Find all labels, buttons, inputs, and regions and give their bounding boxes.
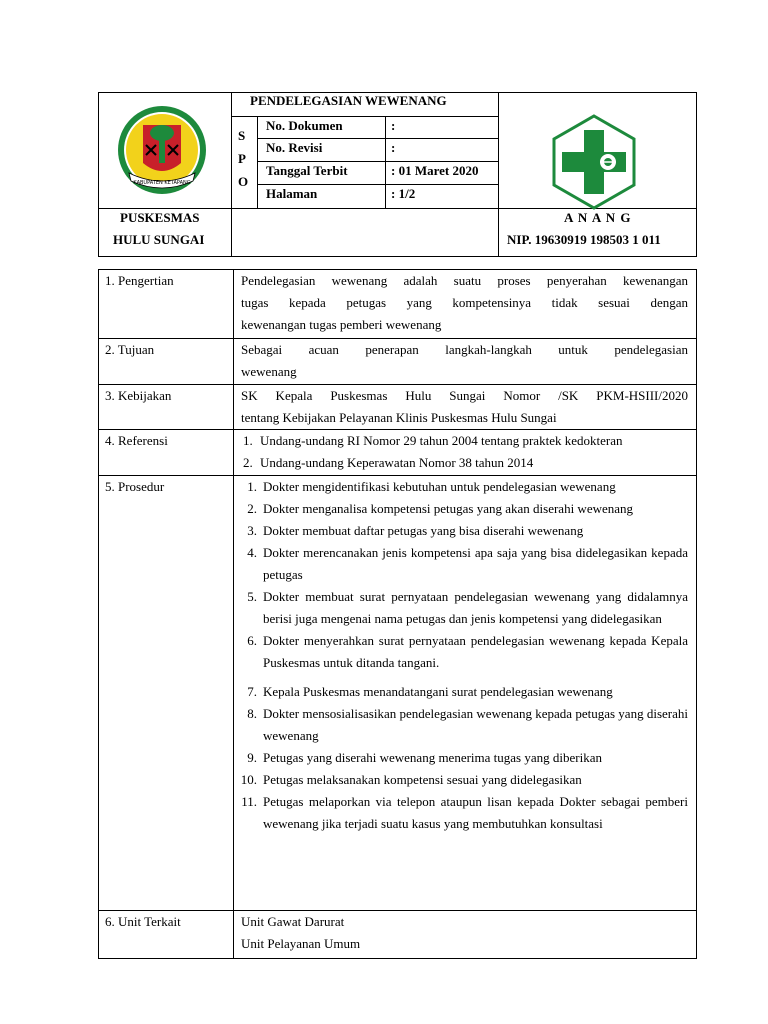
spo-letter: O <box>238 174 249 189</box>
header-divider <box>385 116 386 209</box>
content-table <box>98 269 697 959</box>
list-item: 6. Dokter menyerahkan surat pernyataan pendelegasian wewenang kepada Kepala Puskesmas untuk ditanda tangani. <box>247 633 688 670</box>
field-value: : 01 Maret 2020 <box>391 163 479 178</box>
row-label: 6. Unit Terkait <box>99 911 234 959</box>
table-row <box>99 911 697 959</box>
field-value: : 1/2 <box>391 186 416 201</box>
table-row <box>99 339 697 385</box>
regency-logo <box>115 103 209 197</box>
reference-list <box>241 430 688 474</box>
list-item: 4. Dokter merencanakan jenis kompetensi apa saja yang bisa didelegasikan kepada petugas <box>247 545 688 582</box>
row-label: 3. Kebijakan <box>99 385 234 430</box>
list-item: 3. Dokter membuat daftar petugas yang bisa diserahi wewenang <box>247 523 584 538</box>
row-value <box>234 430 697 476</box>
text-line: Sebagai acuan penerapan langkah-langkah untuk pendelegasian <box>241 342 688 357</box>
svg-text:KABUPATEN KETAPANG: KABUPATEN KETAPANG <box>133 180 191 186</box>
text-line: tugas kepada petugas yang kompetensinya tidak sesuai dengan <box>241 295 688 310</box>
text-line: tentang Kebijakan Pelayanan Klinis Puskesmas Hulu Sungai <box>241 410 557 425</box>
header-divider <box>257 116 258 209</box>
text-line: SK Kepala Puskesmas Hulu Sungai Nomor /SK PKM-HSIII/2020 <box>241 388 688 403</box>
signer-name: A N A N G <box>564 210 632 225</box>
list-item: 5. Dokter membuat surat pernyataan pendelegasian wewenang yang didalamnya berisi juga mengenai nama petugas dan jenis kompetensi yang didelegasikan <box>247 589 688 626</box>
text-line: Unit Pelayanan Umum <box>241 936 361 951</box>
list-item: 10. Petugas melaksanakan kompetensi sesuai yang didelegasikan <box>240 772 582 787</box>
text-line: wewenang <box>241 364 297 379</box>
row-label: 5. Prosedur <box>99 476 234 911</box>
field-label: Tanggal Terbit <box>266 163 348 178</box>
table-row <box>99 385 697 430</box>
field-label: Halaman <box>266 186 318 201</box>
row-value <box>234 339 697 385</box>
field-label: No. Dokumen <box>266 118 343 133</box>
list-item: 7. Kepala Puskesmas menandatangani surat pendelegasian wewenang <box>247 684 613 699</box>
header-divider <box>498 92 499 257</box>
text-line: kewenangan tugas pemberi wewenang <box>241 317 442 332</box>
field-label: No. Revisi <box>266 140 323 155</box>
organization-name: HULU SUNGAI <box>113 232 205 247</box>
spo-letter: P <box>238 151 246 166</box>
row-value <box>234 385 697 430</box>
field-value: : <box>391 118 396 133</box>
list-item: 2. Dokter menganalisa kompetensi petugas yang akan diserahi wewenang <box>247 501 634 516</box>
row-value <box>234 270 697 339</box>
text-line: Pendelegasian wewenang adalah suatu proses penyerahan kewenangan <box>241 273 688 288</box>
row-label: 1. Pengertian <box>99 270 234 339</box>
organization-name: PUSKESMAS <box>120 210 200 225</box>
puskesmas-logo <box>546 114 642 210</box>
field-value: : <box>391 140 396 155</box>
list-item: 2. Undang-undang Keperawatan Nomor 38 tahun 2014 <box>243 455 534 470</box>
list-item: 8. Dokter mensosialisasikan pendelegasian wewenang kepada petugas yang diserahi wewenang <box>247 706 688 743</box>
table-row <box>99 270 697 339</box>
row-value <box>234 476 697 911</box>
list-item: 9. Petugas yang diserahi wewenang menerima tugas yang diberikan <box>247 750 602 765</box>
signer-nip: NIP. 19630919 198503 1 011 <box>507 232 661 247</box>
list-item: 1. Dokter mengidentifikasi kebutuhan untuk pendelegasian wewenang <box>247 479 616 494</box>
document-title: PENDELEGASIAN WEWENANG <box>250 93 447 108</box>
table-row <box>99 476 697 911</box>
row-value <box>234 911 697 959</box>
row-label: 4. Referensi <box>99 430 234 476</box>
row-label: 2. Tujuan <box>99 339 234 385</box>
list-item: 1. Undang-undang RI Nomor 29 tahun 2004 tentang praktek kedokteran <box>243 433 623 448</box>
spo-letter: S <box>238 128 246 143</box>
text-line: Unit Gawat Darurat <box>241 914 345 929</box>
table-row <box>99 430 697 476</box>
procedure-list <box>241 476 688 835</box>
list-item: 11. Petugas melaporkan via telepon ataupun lisan kepada Dokter sebagai pemberi wewenang jika terjadi suatu kasus yang membutuhkan konsultasi <box>241 794 688 831</box>
